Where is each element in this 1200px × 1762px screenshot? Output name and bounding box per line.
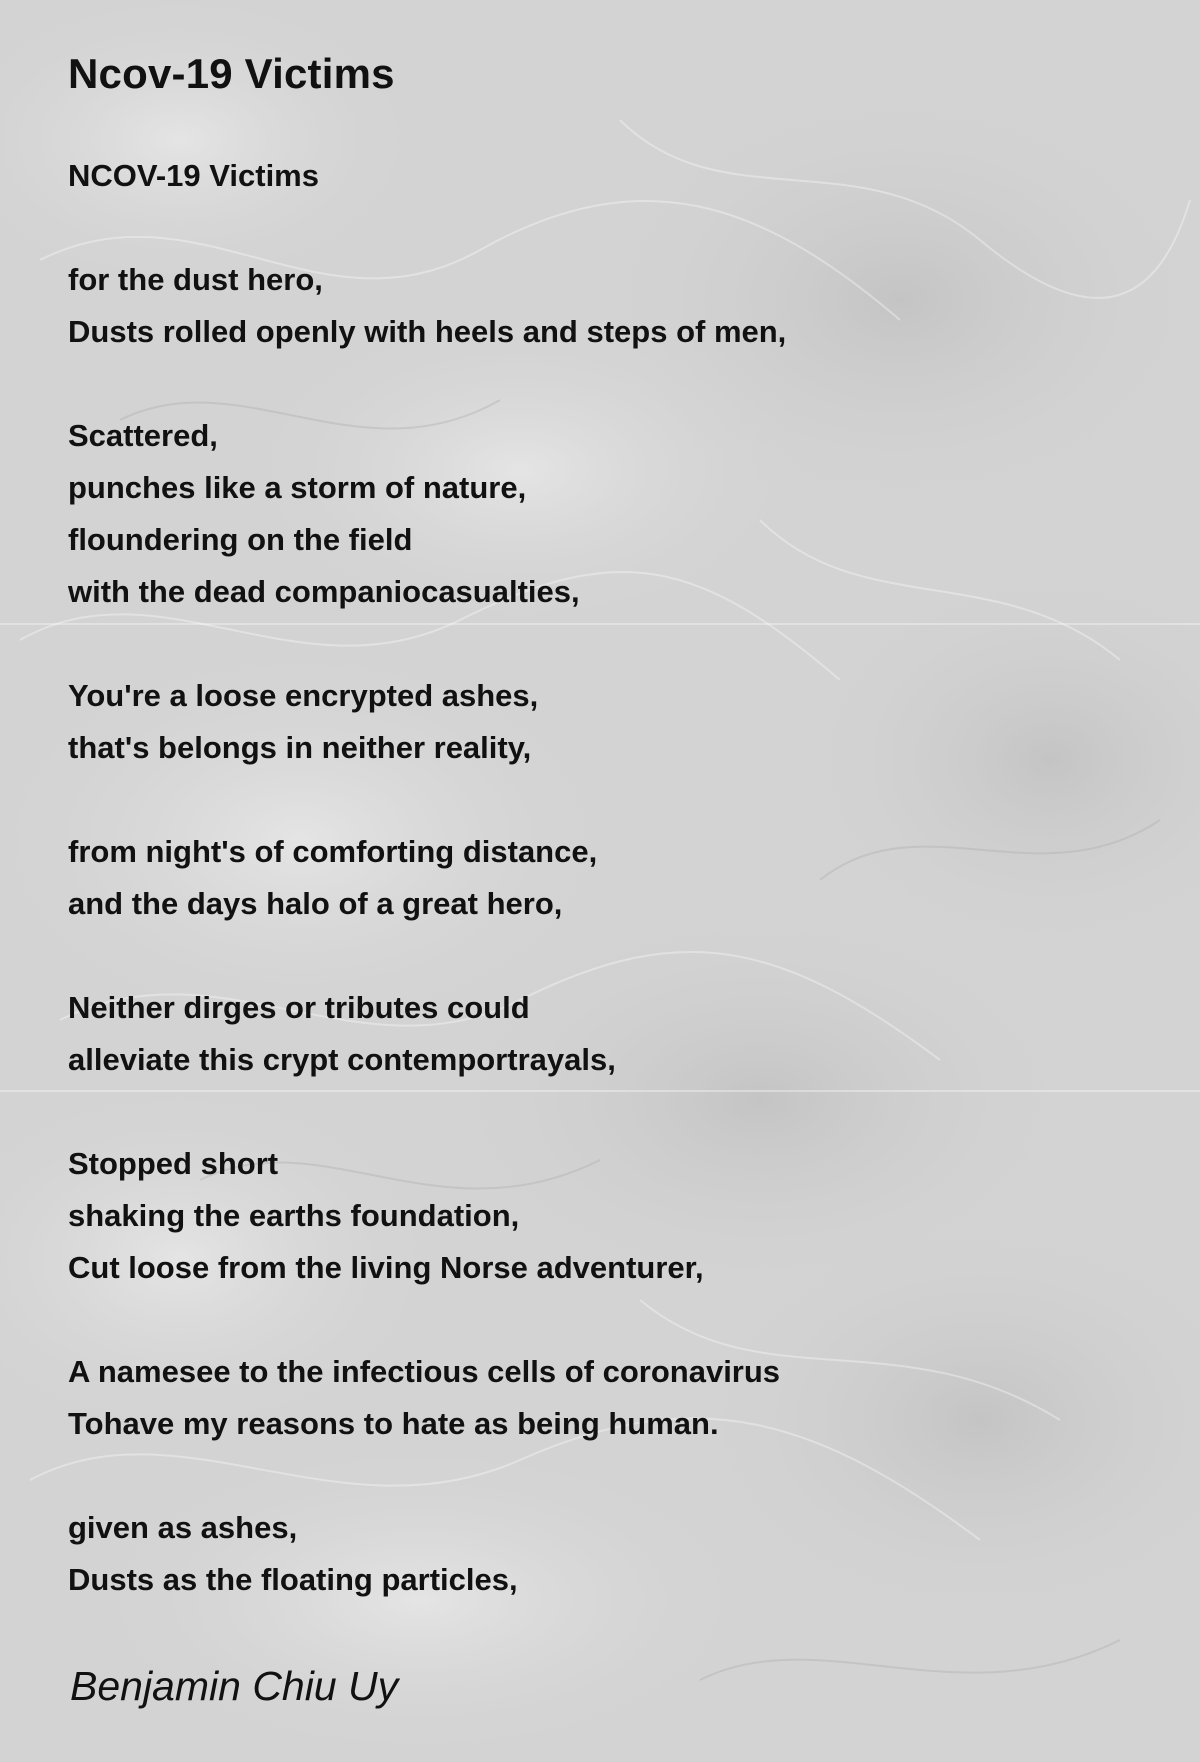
poem-line: punches like a storm of nature, bbox=[68, 470, 527, 505]
poem-line: A namesee to the infectious cells of coronavirus bbox=[68, 1354, 781, 1389]
poem-author: Benjamin Chiu Uy bbox=[70, 1663, 399, 1709]
stanza-break bbox=[68, 358, 786, 410]
poem-line: Neither dirges or tributes could bbox=[68, 990, 530, 1025]
poem-line: Stopped short bbox=[68, 1146, 279, 1181]
poem-line: Tohave my reasons to hate as being human. bbox=[68, 1406, 719, 1441]
poem-body bbox=[68, 150, 786, 1606]
stanza-break bbox=[68, 774, 786, 826]
poem-line: Dusts rolled openly with heels and steps of men, bbox=[68, 314, 787, 349]
poem-line: from night's of comforting distance, bbox=[68, 834, 598, 869]
stanza-break bbox=[68, 1086, 786, 1138]
stanza-break bbox=[68, 1294, 786, 1346]
poem-line: Dusts as the floating particles, bbox=[68, 1562, 518, 1597]
poem-line: with the dead companiocasualties, bbox=[68, 574, 580, 609]
poem-line: floundering on the field bbox=[68, 522, 413, 557]
stanza-break bbox=[68, 930, 786, 982]
poem-line: for the dust hero, bbox=[68, 262, 323, 297]
poem-line: Scattered, bbox=[68, 418, 218, 453]
stanza-break bbox=[68, 1450, 786, 1502]
poem-subtitle: NCOV-19 Victims bbox=[68, 158, 319, 193]
poem-line: that's belongs in neither reality, bbox=[68, 730, 532, 765]
poem-line: given as ashes, bbox=[68, 1510, 298, 1545]
poem-line: You're a loose encrypted ashes, bbox=[68, 678, 539, 713]
poem-line: and the days halo of a great hero, bbox=[68, 886, 563, 921]
stanza-break bbox=[68, 618, 786, 670]
poem-title: Ncov-19 Victims bbox=[68, 50, 395, 97]
poem-line: Cut loose from the living Norse adventurer, bbox=[68, 1250, 704, 1285]
stanza-break bbox=[68, 202, 786, 254]
poem-line: shaking the earths foundation, bbox=[68, 1198, 520, 1233]
poem-line: alleviate this crypt contemportrayals, bbox=[68, 1042, 616, 1077]
